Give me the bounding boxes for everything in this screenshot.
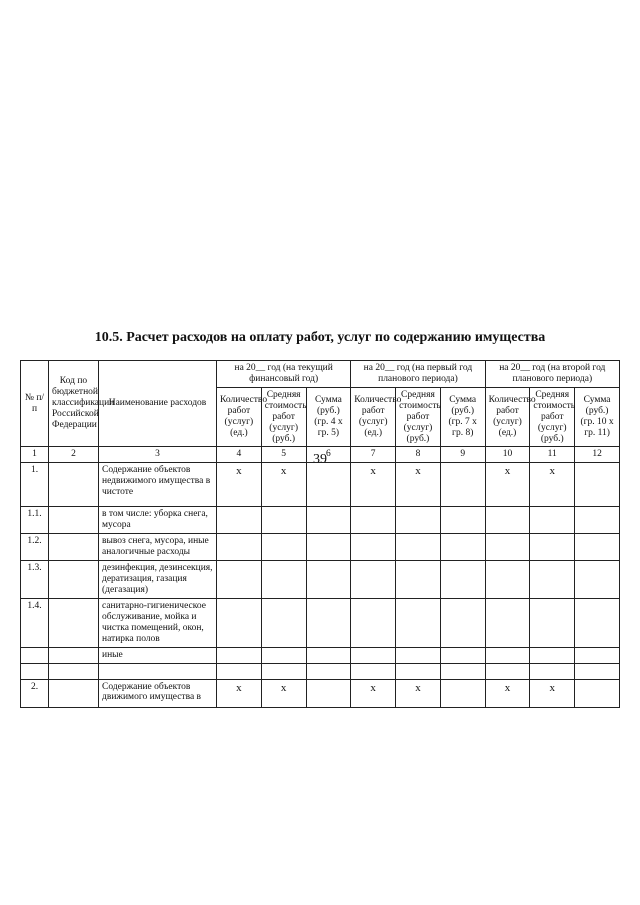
header-avg-cost: Средняя стоимость работ (услуг) (руб.) — [530, 387, 575, 447]
column-number: 7 — [351, 447, 396, 463]
cell-quantity — [351, 534, 396, 561]
cell-sum — [575, 598, 620, 647]
cell-sum — [575, 561, 620, 599]
row-code — [49, 463, 99, 507]
cell-sum — [306, 507, 351, 534]
column-number: 1 — [21, 447, 49, 463]
column-number: 2 — [49, 447, 99, 463]
row-number: 1. — [21, 463, 49, 507]
cell-avg-cost: x — [530, 679, 575, 707]
row-number: 1.2. — [21, 534, 49, 561]
cell-quantity — [485, 647, 530, 663]
cell-quantity: x — [485, 679, 530, 707]
cell-avg-cost — [396, 561, 441, 599]
column-number: 9 — [440, 447, 485, 463]
column-number: 5 — [261, 447, 306, 463]
row-code — [49, 561, 99, 599]
header-quantity: Количество работ (услуг) (ед.) — [351, 387, 396, 447]
cell-avg-cost — [530, 647, 575, 663]
cell-quantity — [217, 647, 262, 663]
table-row — [21, 598, 620, 647]
cell-quantity — [217, 507, 262, 534]
row-code — [49, 507, 99, 534]
cell-sum — [575, 647, 620, 663]
cell-sum — [440, 647, 485, 663]
page-number: 39 — [313, 452, 327, 467]
header-avg-cost: Средняя стоимость работ (услуг) (руб.) — [396, 387, 441, 447]
column-number: 11 — [530, 447, 575, 463]
expenses-table — [20, 360, 620, 708]
cell-quantity — [217, 663, 262, 679]
cell-sum — [575, 507, 620, 534]
cell-quantity — [351, 663, 396, 679]
row-code — [49, 598, 99, 647]
column-number: 6 — [306, 447, 351, 463]
row-number: 1.4. — [21, 598, 49, 647]
cell-quantity — [485, 598, 530, 647]
cell-sum — [306, 663, 351, 679]
cell-sum — [440, 463, 485, 507]
cell-avg-cost — [530, 561, 575, 599]
row-code — [49, 679, 99, 707]
cell-quantity — [485, 534, 530, 561]
cell-avg-cost — [530, 663, 575, 679]
cell-sum — [575, 679, 620, 707]
header-sum: Сумма (руб.) (гр. 4 х гр. 5) — [306, 387, 351, 447]
cell-avg-cost: x — [396, 679, 441, 707]
cell-quantity: x — [485, 463, 530, 507]
column-number: 4 — [217, 447, 262, 463]
cell-quantity — [485, 663, 530, 679]
row-number: 2. — [21, 679, 49, 707]
row-name: Содержание объектов движимого имущества в — [99, 679, 217, 707]
cell-avg-cost — [261, 663, 306, 679]
cell-quantity — [217, 534, 262, 561]
row-name: Содержание объектов недвижимого имущества в чистоте — [99, 463, 217, 507]
row-name: вывоз снега, мусора, иные аналогичные расходы — [99, 534, 217, 561]
header-sum: Сумма (руб.) (гр. 7 х гр. 8) — [440, 387, 485, 447]
table-row — [21, 561, 620, 599]
row-code — [49, 534, 99, 561]
row-name: санитарно-гигиеническое обслуживание, мойка и чистка помещений, окон, натирка полов — [99, 598, 217, 647]
cell-quantity — [351, 561, 396, 599]
row-number — [21, 663, 49, 679]
row-number — [21, 647, 49, 663]
cell-sum — [575, 534, 620, 561]
cell-avg-cost — [396, 534, 441, 561]
row-name — [99, 663, 217, 679]
cell-sum — [306, 463, 351, 507]
cell-quantity — [351, 507, 396, 534]
table-row — [21, 507, 620, 534]
cell-quantity — [217, 561, 262, 599]
table-row — [21, 534, 620, 561]
cell-sum — [306, 534, 351, 561]
cell-quantity — [351, 647, 396, 663]
cell-avg-cost — [530, 507, 575, 534]
expenses-table-container — [20, 360, 620, 708]
row-name: дезинфекция, дезинсекция, дератизация, газация (дегазация) — [99, 561, 217, 599]
cell-sum — [440, 534, 485, 561]
cell-quantity: x — [217, 463, 262, 507]
table-row — [21, 679, 620, 707]
cell-sum — [440, 663, 485, 679]
cell-sum — [440, 598, 485, 647]
header-quantity: Количество работ (услуг) (ед.) — [485, 387, 530, 447]
cell-quantity — [485, 561, 530, 599]
cell-avg-cost — [396, 663, 441, 679]
column-number: 3 — [99, 447, 217, 463]
cell-avg-cost — [396, 598, 441, 647]
header-group-second-plan-year: на 20__ год (на второй год планового периода) — [485, 361, 619, 388]
table-body — [21, 463, 620, 707]
cell-avg-cost — [261, 534, 306, 561]
cell-avg-cost — [396, 507, 441, 534]
cell-sum — [306, 561, 351, 599]
cell-avg-cost — [261, 598, 306, 647]
cell-sum — [575, 463, 620, 507]
column-number: 10 — [485, 447, 530, 463]
header-sum: Сумма (руб.) (гр. 10 х гр. 11) — [575, 387, 620, 447]
cell-avg-cost: x — [261, 679, 306, 707]
cell-sum — [440, 507, 485, 534]
header-group-current-year: на 20__ год (на текущий финансовый год) — [217, 361, 351, 388]
row-number: 1.3. — [21, 561, 49, 599]
cell-quantity — [485, 507, 530, 534]
cell-sum — [440, 561, 485, 599]
cell-avg-cost — [396, 647, 441, 663]
cell-avg-cost — [530, 598, 575, 647]
cell-avg-cost — [530, 534, 575, 561]
row-name: в том числе: уборка снега, мусора — [99, 507, 217, 534]
column-number: 8 — [396, 447, 441, 463]
cell-sum — [575, 663, 620, 679]
table-row — [21, 463, 620, 507]
cell-avg-cost: x — [261, 463, 306, 507]
cell-avg-cost — [261, 507, 306, 534]
header-avg-cost: Средняя стоимость работ (услуг) (руб.) — [261, 387, 306, 447]
table-row — [21, 647, 620, 663]
column-number-row — [21, 447, 620, 463]
row-code — [49, 647, 99, 663]
cell-avg-cost — [261, 647, 306, 663]
header-code: Код по бюджетной классификации Российской Федерации — [49, 361, 99, 447]
header-quantity: Количество работ (услуг) (ед.) — [217, 387, 262, 447]
cell-sum — [440, 679, 485, 707]
row-name: иные — [99, 647, 217, 663]
column-number: 12 — [575, 447, 620, 463]
cell-quantity — [351, 598, 396, 647]
header-group-first-plan-year: на 20__ год (на первый год планового периода) — [351, 361, 485, 388]
row-code — [49, 663, 99, 679]
cell-avg-cost: x — [530, 463, 575, 507]
cell-avg-cost — [261, 561, 306, 599]
table-row — [21, 663, 620, 679]
header-name: Наименование расходов — [99, 361, 217, 447]
cell-sum — [306, 647, 351, 663]
header-no: № п/п — [21, 361, 49, 447]
cell-sum — [306, 598, 351, 647]
cell-quantity: x — [351, 679, 396, 707]
cell-quantity: x — [351, 463, 396, 507]
cell-quantity — [217, 598, 262, 647]
section-title: 10.5. Расчет расходов на оплату работ, услуг по содержанию имущества — [94, 330, 546, 345]
cell-quantity: x — [217, 679, 262, 707]
row-number: 1.1. — [21, 507, 49, 534]
cell-sum — [306, 679, 351, 707]
cell-avg-cost: x — [396, 463, 441, 507]
